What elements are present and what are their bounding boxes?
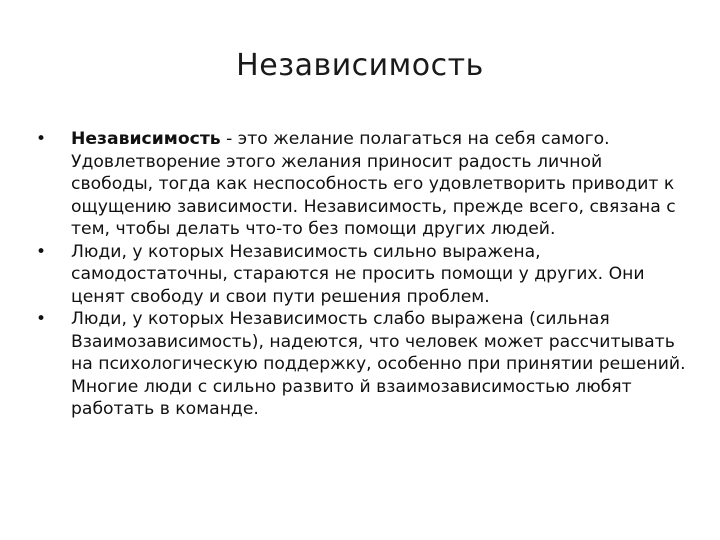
bullet-text: Люди, у которых Независимость сильно выражена, самодостаточны, стараются не просить помощи у других. Они ценят свободу и свои пути решения проблем. [71, 241, 645, 307]
bullet-term: Независимость [71, 129, 221, 149]
bullet-item-1 [36, 128, 686, 241]
bullet-text: Люди, у которых Независимость слабо выражена (сильная Взаимозависимость), надеются, что человек может рассчитывать на психологическую поддержку, особенно при принятии решений. Многие люди с сильно развито й взаимозависимостью любят работать в команде. [71, 309, 686, 419]
bullet-list [36, 128, 686, 421]
bullet-item-3 [36, 308, 686, 421]
bullet-dot-icon: • [36, 129, 47, 149]
bullet-text: - это желание полагаться на себя самого. Удовлетворение этого желания приносит радость личной свободы, тогда как неспособность его удовлетворить приводит к ощущению зависимости. Независимость, прежде всего, связана с тем, чтобы делать что-то без помощи других людей. [71, 129, 676, 239]
slide-title: Независимость [236, 48, 484, 83]
bullet-item-2 [36, 241, 686, 309]
bullet-dot-icon: • [36, 309, 47, 329]
bullet-dot-icon: • [36, 241, 47, 262]
